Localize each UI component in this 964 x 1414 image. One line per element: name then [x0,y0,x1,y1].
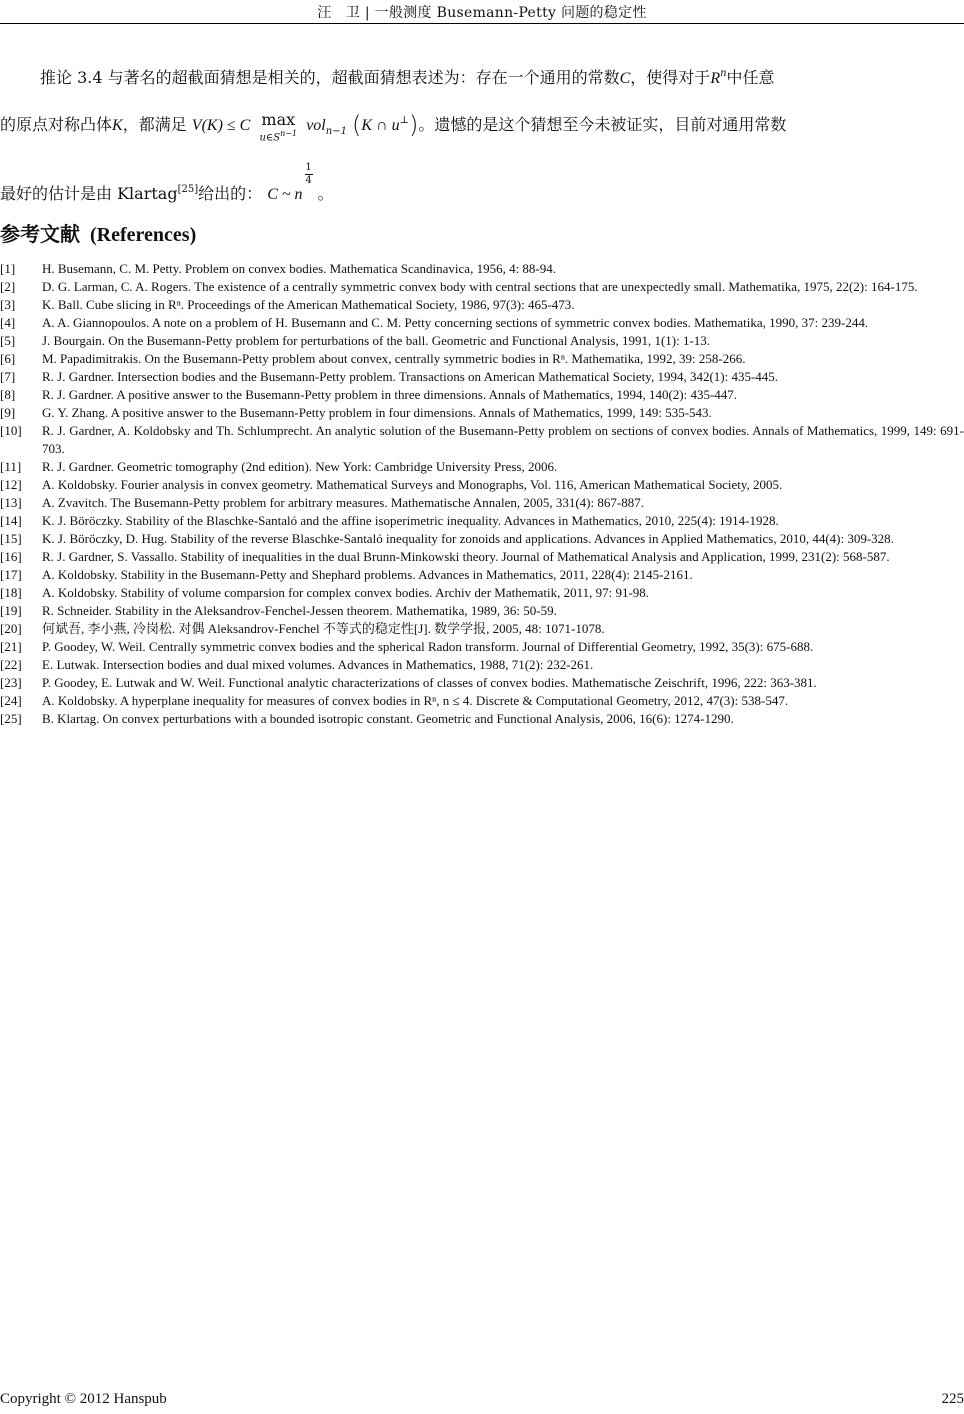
references-heading-en: (References) [90,224,197,246]
para-line-3 [0,163,964,212]
reference-number: [4] [0,315,16,330]
reference-text: R. J. Gardner. Geometric tomography (2nd edition). New York: Cambridge University Press, 2006. [42,459,558,474]
reference-text: R. J. Gardner. Intersection bodies and the Busemann-Petty problem. Transactions on American Mathematical Society, 1994, 342(1): 435-445. [42,369,779,384]
reference-number: [8] [0,387,16,402]
reference-number: [12] [0,477,22,492]
reference-item [0,710,964,728]
reference-item [0,422,964,458]
para-text: ，都满足 [122,115,187,134]
reference-item [0,692,964,710]
reference-number: [2] [0,279,16,294]
reference-number: [16] [0,549,22,564]
max-limit-exp: n−1 [280,129,298,138]
reference-text: K. J. Böröczky, D. Hug. Stability of the reverse Blaschke-Santaló inequality for zonoids and applications. Advances in Applied Mathematics, 2010, 44(4): 309-328. [42,531,894,546]
reference-item [0,548,964,566]
reference-list [0,260,964,728]
math-var-k: K [112,117,123,134]
reference-number: [6] [0,351,16,366]
reference-text: K. Ball. Cube slicing in Rⁿ. Proceedings of the American Mathematical Society, 1986, 97(3): 465-473. [42,297,575,312]
reference-text: A. A. Giannopoulos. A note on a problem of H. Busemann and C. M. Petty concerning sections of symmetric convex bodies. Mathematika, 1990, 37: 239-244. [42,315,869,330]
para-text: 。遗憾的是这个猜想至今未被证实，目前对通用常数 [418,115,787,134]
citation-25: [25] [177,184,199,195]
reference-text: B. Klartag. On convex perturbations with a bounded isotropic constant. Geometric and Functional Analysis, 2006, 16(6): 1274-1290. [42,711,734,726]
reference-text: H. Busemann, C. M. Petty. Problem on convex bodies. Mathematica Scandinavica, 1956, 4: 88-94. [42,261,557,276]
reference-text: M. Papadimitrakis. On the Busemann-Petty problem about convex, centrally symmetric bodies in Rⁿ. Mathematika, 1992, 39: 258-266. [42,351,746,366]
paren-close: ) [409,111,419,139]
reference-number: [25] [0,711,22,726]
reference-text: 何斌吾, 李小燕, 冷岗松. 对偶 Aleksandrov-Fenchel 不等式的稳定性[J]. 数学学报, 2005, 48: 1071-1078. [42,621,605,636]
reference-item [0,602,964,620]
para-text: ，使得对于 [630,68,711,87]
reference-number: [22] [0,657,22,672]
reference-number: [11] [0,459,22,474]
formula-estimate: C ~ n [267,186,303,203]
reference-text: P. Goodey, W. Weil. Centrally symmetric convex bodies and the spherical Radon transform. Journal of Differential Geometry, 1992, 35(3): 675-688. [42,639,814,654]
reference-number: [13] [0,495,22,510]
reference-text: R. Schneider. Stability in the Aleksandrov-Fenchel-Jessen theorem. Mathematika, 1989, 36: 50-59. [42,603,557,618]
formula-perp: ⊥ [399,115,410,126]
page-footer [0,1391,964,1408]
reference-text: R. J. Gardner. A positive answer to the Busemann-Petty problem in three dimensions. Annals of Mathematics, 1994, 140(2): 435-447. [42,387,738,402]
reference-item [0,566,964,584]
reference-item [0,296,964,314]
reference-number: [23] [0,675,22,690]
reference-number: [15] [0,531,22,546]
paragraph-corollary [0,57,964,212]
reference-number: [10] [0,423,22,438]
reference-number: [1] [0,261,16,276]
para-line-1 [0,57,964,96]
reference-text: A. Koldobsky. Fourier analysis in convex geometry. Mathematical Surveys and Monographs, Vol. 116, American Mathematical Society, 2005. [42,477,783,492]
para-text: 中任意 [726,68,775,87]
max-limit [259,128,297,144]
page-number: 225 [941,1391,964,1407]
reference-number: [18] [0,585,22,600]
reference-item [0,530,964,548]
reference-number: [5] [0,333,16,348]
reference-item [0,476,964,494]
para-text: 的原点对称凸体 [0,115,113,134]
reference-number: [19] [0,603,22,618]
reference-item [0,494,964,512]
math-var-c: C [619,70,631,87]
formula-exponent [305,163,313,186]
reference-number: [21] [0,639,22,654]
math-var-r: R [710,70,721,87]
reference-number: [3] [0,297,16,312]
reference-item [0,512,964,530]
max-limit-set: u∈S [259,132,281,144]
reference-item [0,458,964,476]
formula-max [259,112,297,144]
reference-number: [14] [0,513,22,528]
para-text: 给出的： [198,184,263,203]
para-line-2 [0,104,964,149]
reference-text: D. G. Larman, C. A. Rogers. The existence of a centrally symmetric convex body with central sections that are unexpectedly small. Mathematika, 1975, 22(2): 164-175. [42,279,918,294]
para-text: 。 [317,184,334,203]
reference-item [0,584,964,602]
reference-number: [7] [0,369,16,384]
reference-text: E. Lutwak. Intersection bodies and dual mixed volumes. Advances in Mathematics, 1988, 71(2): 232-261. [42,657,594,672]
reference-number: [24] [0,693,22,708]
running-header: 汪 卫 | 一般测度 Busemann-Petty 问题的稳定性 [317,5,647,21]
reference-item [0,674,964,692]
max-operator: max [261,110,296,129]
reference-item [0,350,964,368]
formula-lhs: V(K) ≤ C [191,117,251,134]
reference-text: J. Bourgain. On the Busemann-Petty problem for perturbations of the ball. Geometric and Functional Analysis, 1991, 1(1): 1-13. [42,333,711,348]
reference-number: [9] [0,405,16,420]
reference-item [0,332,964,350]
exp-numerator: 1 [305,162,312,173]
para-text: 最好的估计是由 Klartag [0,184,178,203]
reference-item [0,314,964,332]
math-sup-n: n [720,68,727,79]
reference-item [0,638,964,656]
reference-item [0,404,964,422]
formula-vol-sub: n−1 [325,126,347,137]
reference-item [0,260,964,278]
reference-item [0,368,964,386]
reference-text: A. Koldobsky. Stability in the Busemann-Petty and Shephard problems. Advances in Mathematics, 2011, 228(4): 2145-2161. [42,567,693,582]
reference-text: R. J. Gardner, A. Koldobsky and Th. Schlumprecht. An analytic solution of the Busemann-Petty problem on sections of convex bodies. Annals of Mathematics, 1999, 149: 691-703. [42,423,964,456]
references-heading-zh: 参考文献 [0,222,80,246]
reference-text: G. Y. Zhang. A positive answer to the Busemann-Petty problem in four dimensions. Annals of Mathematics, 1999, 149: 535-543. [42,405,712,420]
reference-number: [17] [0,567,22,582]
formula-vol: vol [306,117,326,134]
formula-arg: K ∩ u [361,117,400,134]
references-heading [0,218,196,247]
reference-text: A. Koldobsky. A hyperplane inequality for measures of convex bodies in Rⁿ, n ≤ 4. Discrete & Computational Geometry, 2012, 47(3): 538-547. [42,693,789,708]
reference-text: R. J. Gardner, S. Vassallo. Stability of inequalities in the dual Brunn-Minkowski theory. Journal of Mathematical Analysis and Application, 1999, 231(2): 568-587. [42,549,890,564]
reference-item [0,656,964,674]
paren-open: ( [352,111,362,139]
reference-text: A. Koldobsky. Stability of volume comparsion for complex convex bodies. Archiv der Mathematik, 2011, 97: 91-98. [42,585,650,600]
header-rule [0,23,964,24]
exp-denominator: 4 [305,175,312,186]
reference-text: P. Goodey, E. Lutwak and W. Weil. Functional analytic characterizations of classes of convex bodies. Mathematische Zeischrift, 1996, 222: 363-381. [42,675,817,690]
reference-number: [20] [0,621,22,636]
footer-copyright: Copyright © 2012 Hanspub [0,1391,167,1407]
reference-item [0,278,964,296]
reference-item [0,386,964,404]
reference-text: A. Zvavitch. The Busemann-Petty problem for arbitrary measures. Mathematische Annalen, 2005, 331(4): 867-887. [42,495,644,510]
reference-text: K. J. Böröczky. Stability of the Blaschke-Santaló and the affine isoperimetric inequality. Advances in Mathematics, 2010, 225(4): 1914-1928. [42,513,779,528]
para-text: 推论 3.4 与著名的超截面猜想是相关的，超截面猜想表述为：存在一个通用的常数 [40,68,620,87]
reference-item [0,620,964,638]
